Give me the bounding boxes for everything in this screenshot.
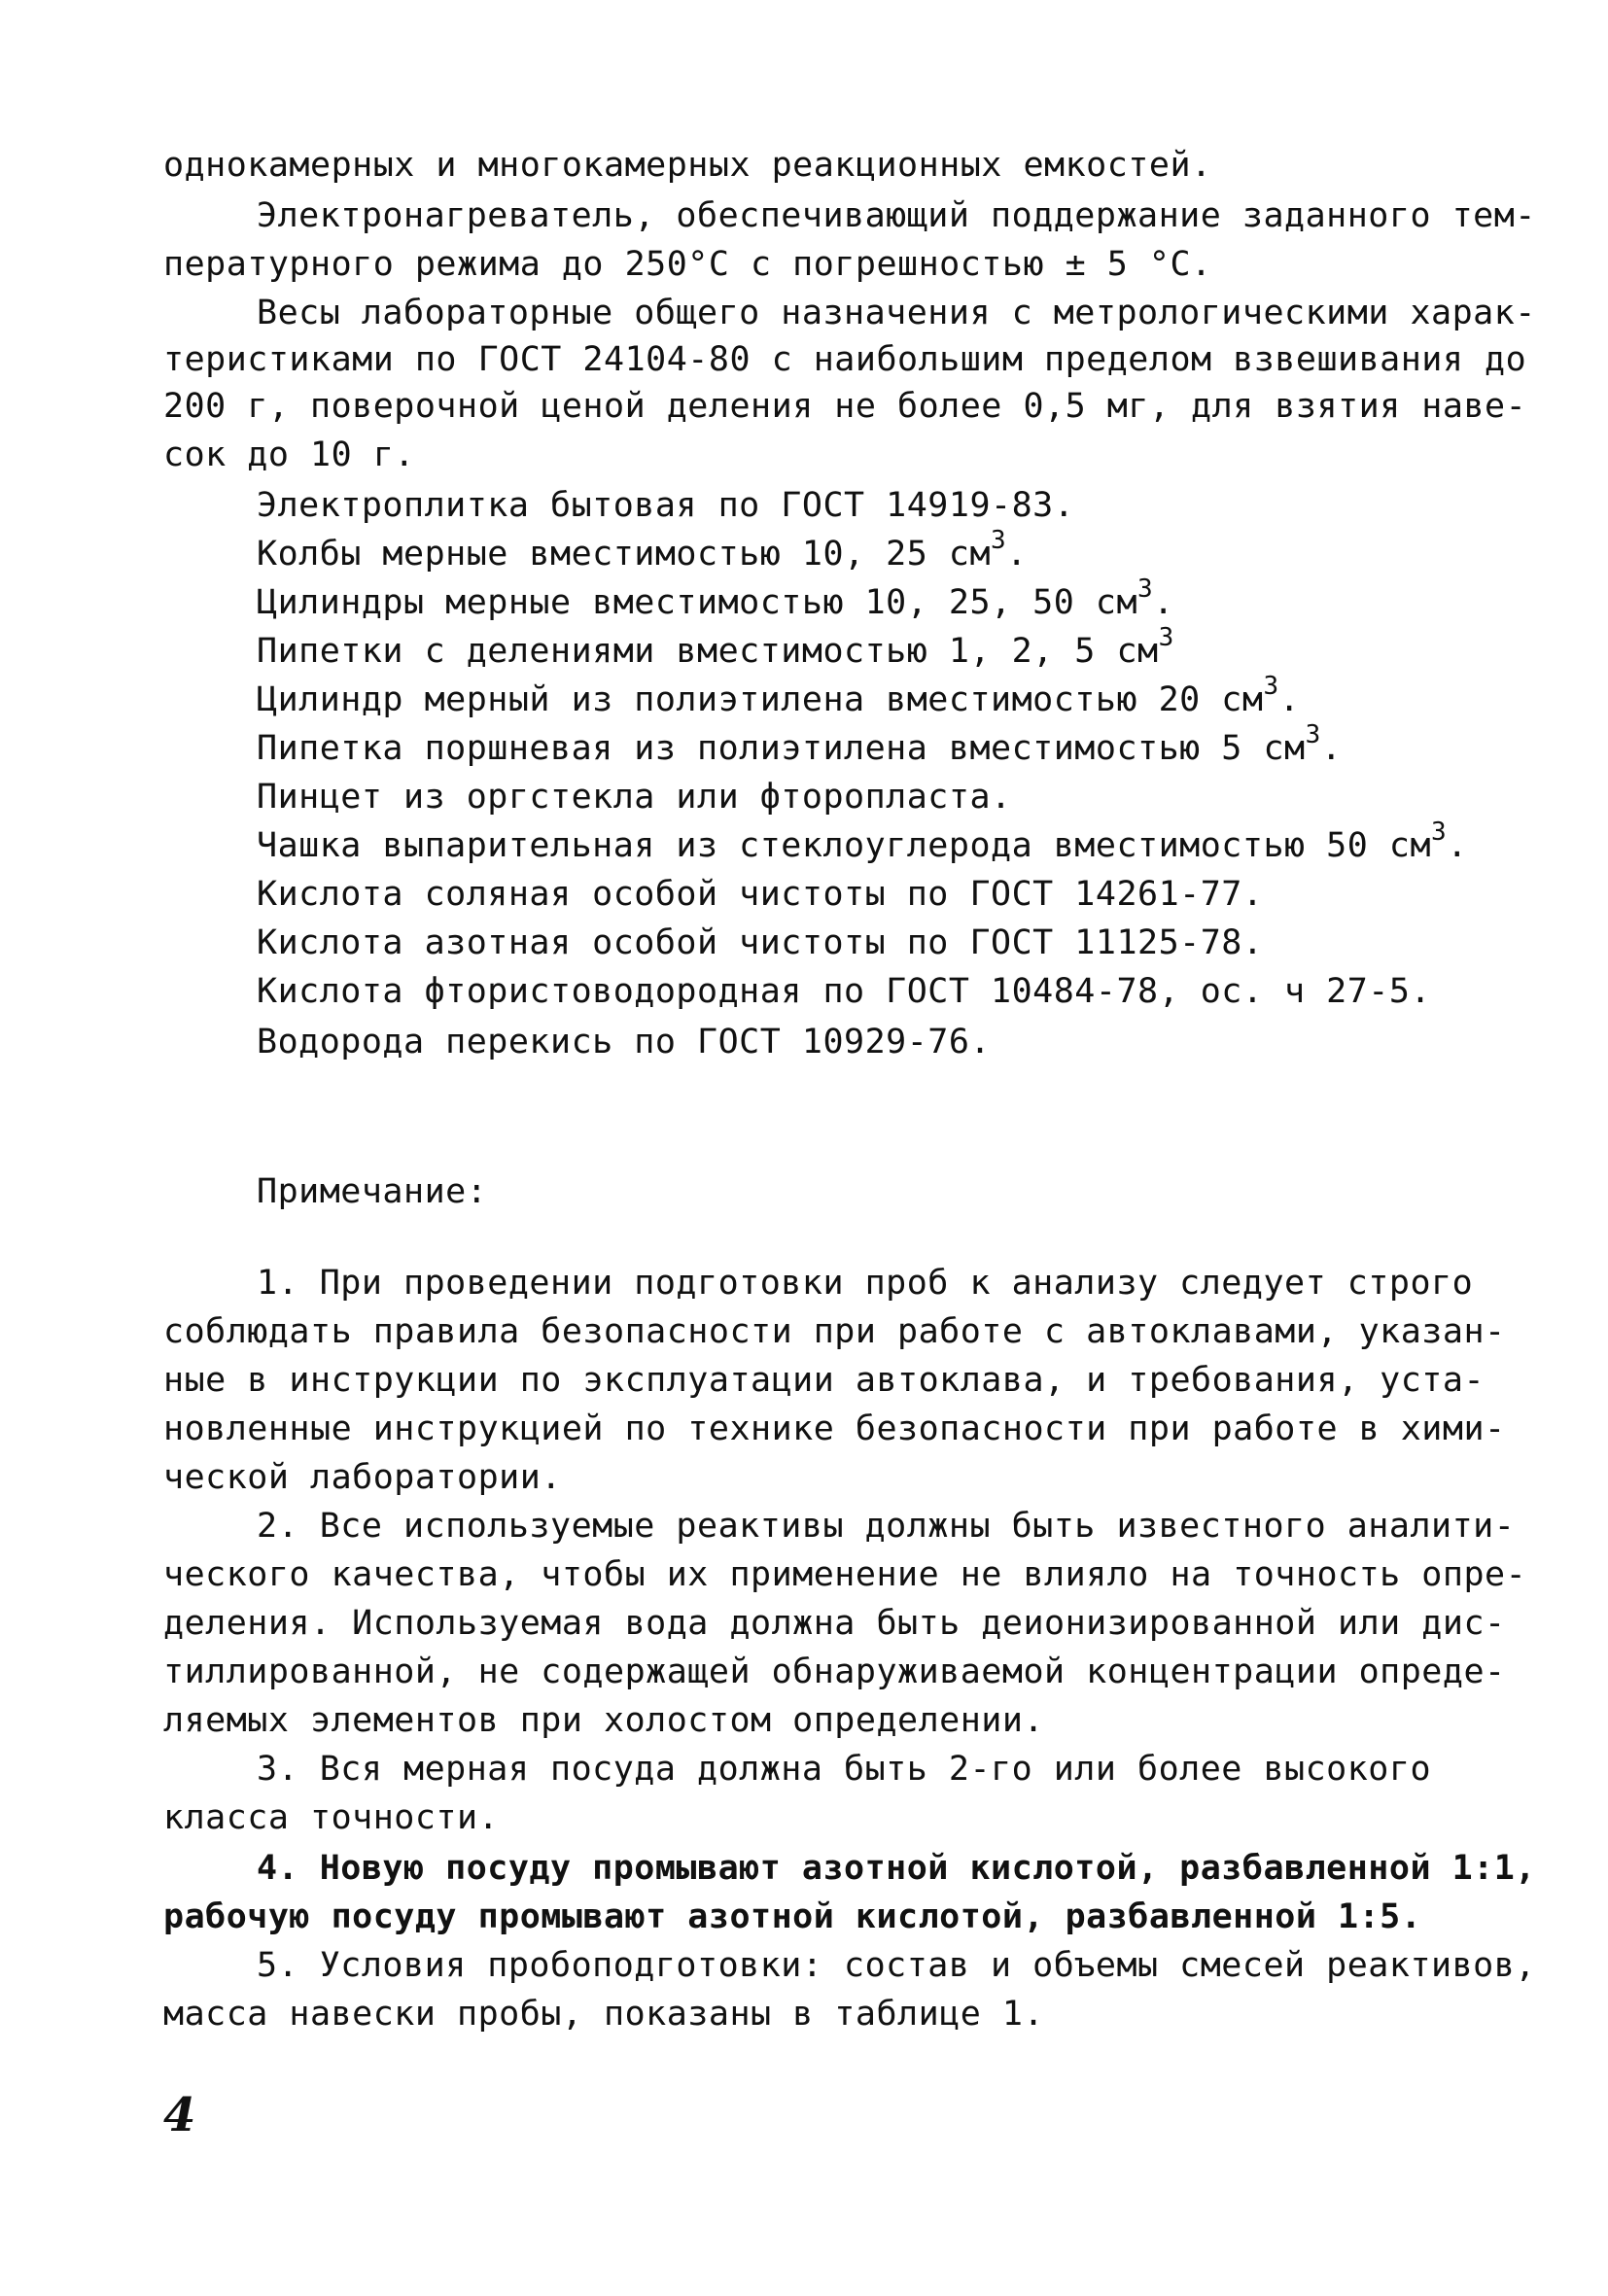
text-line: однокамерных и многокамерных реакционных емкостей. xyxy=(163,146,1212,185)
superscript: 3 xyxy=(1158,623,1174,653)
note-paragraph-line: 3. Вся мерная посуда должна быть 2-го или более высокого xyxy=(257,1750,1432,1789)
note-paragraph-line: ные в инструкции по эксплуатации автоклава, и требования, уста- xyxy=(163,1361,1486,1400)
note-paragraph-line: 4. Новую посуду промывают азотной кислотой, разбавленной 1:1, xyxy=(257,1849,1536,1888)
text-line-end: . xyxy=(1320,729,1343,768)
text-line xyxy=(257,720,1343,768)
note-paragraph-line: 2. Все используемые реактивы должны быть известного аналити- xyxy=(257,1507,1516,1546)
note-paragraph-line: деления. Используемая вода должна быть деионизированной или дис- xyxy=(163,1604,1506,1643)
text-line-body: Цилиндр мерный из полиэтилена вместимостью 20 см xyxy=(257,680,1264,719)
page-number: 4 xyxy=(163,2088,196,2142)
text-line: Кислота соляная особой чистоты по ГОСТ 14261-77. xyxy=(257,875,1264,914)
text-line: Пинцет из оргстекла или фторопласта. xyxy=(257,778,1012,817)
text-line: Кислота фтористоводородная по ГОСТ 10484-78, ос. ч 27-5. xyxy=(257,972,1432,1011)
text-line-body: Колбы мерные вместимостью 10, 25 см xyxy=(257,535,992,574)
text-line: Электронагреватель, обеспечивающий поддержание заданного тем- xyxy=(257,196,1536,235)
text-line: Весы лабораторные общего назначения с метрологическими харак- xyxy=(257,294,1536,332)
note-paragraph-line: 5. Условия пробоподготовки: состав и объемы смесей реактивов, xyxy=(257,1946,1536,1985)
note-paragraph-line: новленные инструкцией по технике безопасности при работе в хими- xyxy=(163,1409,1506,1448)
superscript: 3 xyxy=(1305,720,1321,750)
text-line-end: . xyxy=(1006,535,1028,574)
text-line xyxy=(257,623,1174,671)
text-line xyxy=(257,672,1301,719)
note-paragraph-line: 1. При проведении подготовки проб к анализу следует строго xyxy=(257,1264,1474,1303)
text-line-body: Пипетка поршневая из полиэтилена вместимостью 5 см xyxy=(257,729,1306,768)
superscript: 3 xyxy=(1263,672,1279,702)
text-line-end: . xyxy=(1153,583,1174,622)
text-line xyxy=(257,818,1468,865)
note-paragraph-line: тиллированной, не содержащей обнаруживаемой концентрации опреде- xyxy=(163,1652,1506,1691)
text-line xyxy=(257,526,1028,574)
text-line: 200 г, поверочной ценой деления не более 0,5 мг, для взятия наве- xyxy=(163,387,1527,426)
note-paragraph-line: ляемых элементов при холостом определении. xyxy=(163,1701,1045,1740)
text-line: Водорода перекись по ГОСТ 10929-76. xyxy=(257,1023,992,1061)
superscript: 3 xyxy=(991,526,1007,556)
note-paragraph-line: соблюдать правила безопасности при работе с автоклавами, указан- xyxy=(163,1312,1506,1351)
text-line: сок до 10 г. xyxy=(163,435,415,474)
note-paragraph-line: ческой лаборатории. xyxy=(163,1458,562,1497)
text-line-body: Пипетки с делениями вместимостью 1, 2, 5 см xyxy=(257,632,1159,671)
text-line-end: . xyxy=(1278,680,1301,719)
text-line-end: . xyxy=(1447,826,1468,865)
note-heading: Примечание: xyxy=(257,1172,488,1211)
note-paragraph-line: ческого качества, чтобы их применение не влияло на точность опре- xyxy=(163,1555,1527,1594)
note-paragraph-line: рабочую посуду промывают азотной кислотой, разбавленной 1:5. xyxy=(163,1897,1422,1936)
note-paragraph-line: масса навески пробы, показаны в таблице 1. xyxy=(163,1995,1045,2034)
text-line-body: Чашка выпарительная из стеклоуглерода вместимостью 50 см xyxy=(257,826,1432,865)
text-line: пературного режима до 250°С с погрешностью ± 5 °С. xyxy=(163,245,1212,284)
superscript: 3 xyxy=(1431,818,1448,848)
text-line: Кислота азотная особой чистоты по ГОСТ 11125-78. xyxy=(257,923,1264,962)
text-line: теристиками по ГОСТ 24104-80 с наибольшим пределом взвешивания до xyxy=(163,340,1527,379)
text-line: Электроплитка бытовая по ГОСТ 14919-83. xyxy=(257,486,1075,525)
text-line-body: Цилиндры мерные вместимостью 10, 25, 50 см xyxy=(257,583,1138,622)
note-paragraph-line: класса точности. xyxy=(163,1798,500,1837)
text-line xyxy=(257,574,1174,622)
superscript: 3 xyxy=(1137,574,1154,605)
